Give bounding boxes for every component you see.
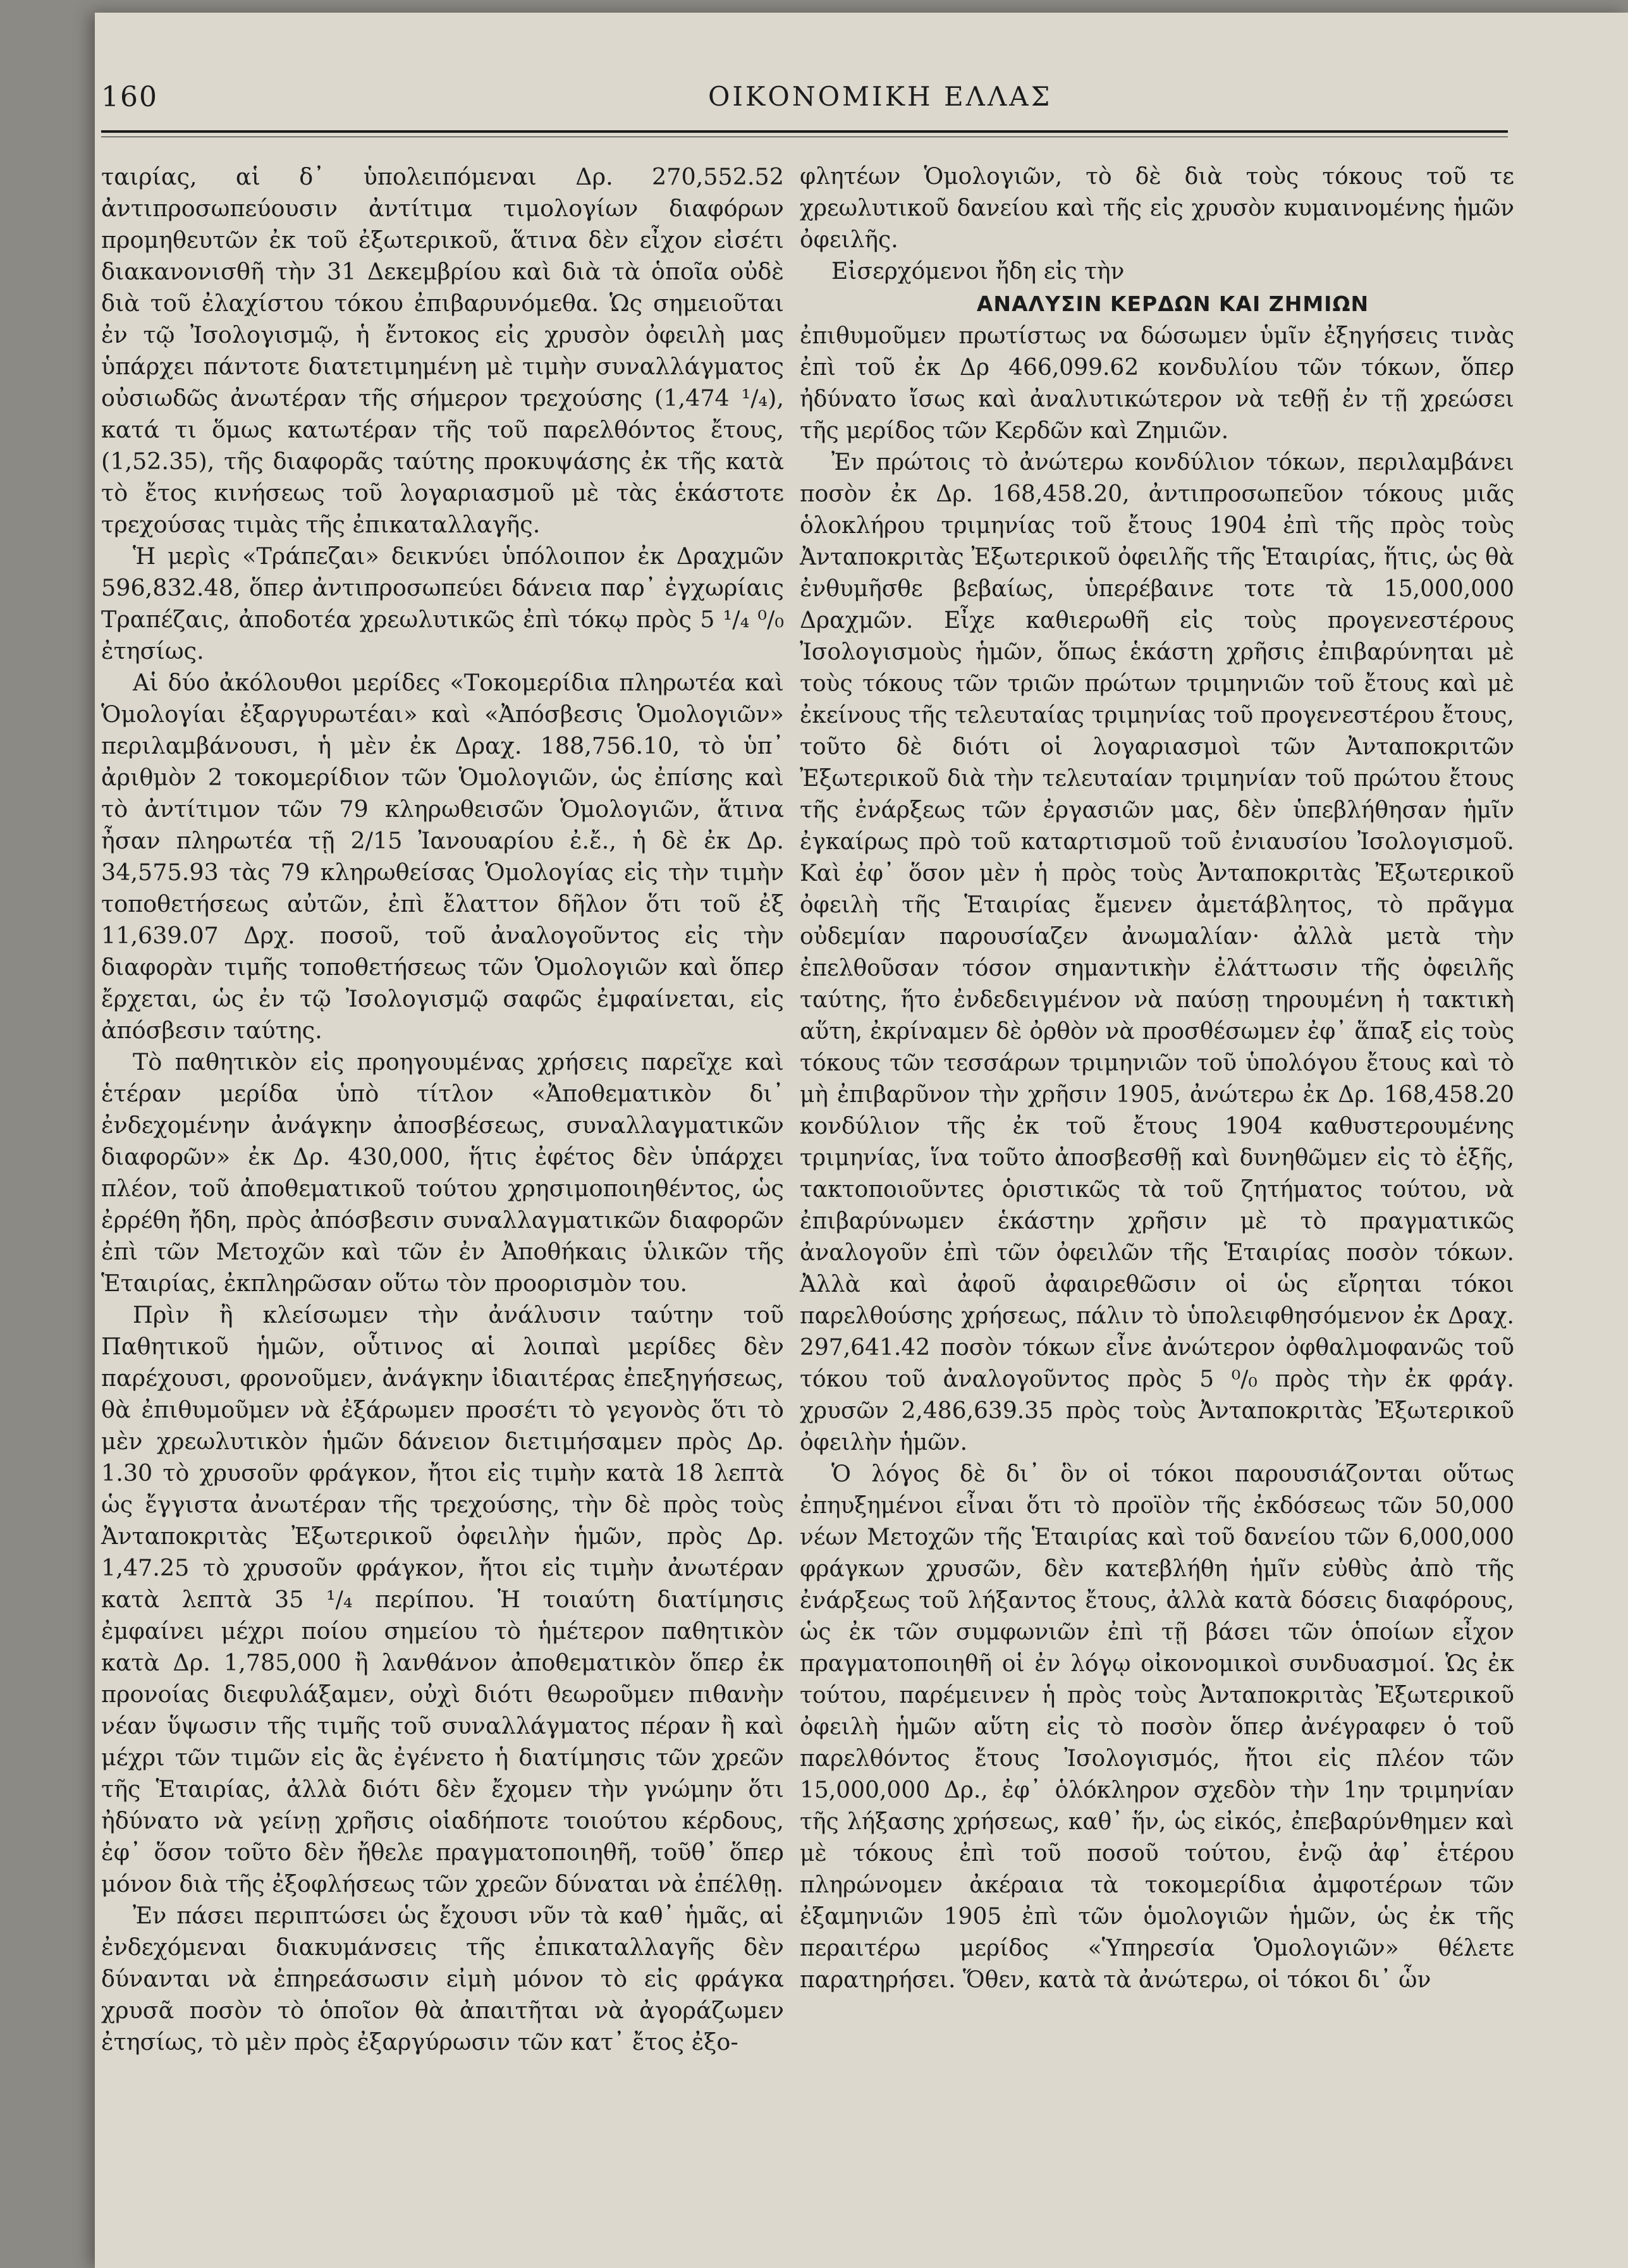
paragraph: ταιρίας, αἱ δ᾽ ὑπολειπόμεναι Δρ. 270,552.52 ἀντιπροσωπεύουσιν ἀντίτιμα τιμολογίων διαφόρων προμηθευτῶν ἐκ τοῦ ἐξωτερικοῦ, ἅτινα δὲν εἶχον εἰσέτι διακανονισθῆ τὴν 31 Δεκεμβρίου καὶ διὰ τὰ ὁποῖα οὐδὲ διὰ τοῦ ἐλαχίστου τόκου ἐπιβαρυνόμεθα. Ὡς σημειοῦται ἐν τῷ Ἰσολογισμῷ, ἡ ἔντοκος εἰς χρυσὸν ὀφειλὴ μας ὑπάρχει πάντοτε διατετιμημένη μὲ τιμὴν συναλλάγματος οὐσιωδῶς ἀνωτέραν τῆς σήμερον τρεχούσης (1,474 ¹/₄), κατά τι ὅμως κατωτέραν τῆς τοῦ παρελθόντος ἔτους, (1,52.35), τῆς διαφορᾶς ταύτης προκυψάσης ἐκ τῆς κατὰ τὸ ἔτος κινήσεως τοῦ λογαριασμοῦ μὲ τὰς ἑκάστοτε τρεχούσας τιμὰς τῆς ἐπικαταλλαγῆς. — [101, 163, 784, 538]
page-number: 160 — [101, 81, 158, 113]
page-header — [101, 81, 1492, 125]
running-title: ΟΙΚΟΝΟΜΙΚΗ ΕΛΛΑΣ — [708, 81, 1053, 112]
left-column — [101, 161, 784, 2058]
paragraph: Ὁ λόγος δὲ δι᾽ ὃν οἱ τόκοι παρουσιάζονται οὕτως ἐπηυξημένοι εἶναι ὅτι τὸ προϊὸν τῆς ἐκδόσεως τῶν 50,000 νέων Μετοχῶν τῆς Ἑταιρίας καὶ τοῦ δανείου τῶν 6,000,000 φράγκων χρυσῶν, δὲν κατεβλήθη ἡμῖν εὐθὺς ἀπὸ τῆς ἐνάρξεως τοῦ λήξαντος ἔτους, ἀλλὰ κατὰ δόσεις διαφόρους, ὡς ἐκ τῶν συμφωνιῶν ἐπὶ τῇ βάσει τῶν ὁποίων εἶχον πραγματοποιηθῆ οἱ ἐν λόγῳ οἰκονομικοὶ συνδυασμοί. Ὡς ἐκ τούτου, παρέμεινεν ἡ πρὸς τοὺς Ἀνταποκριτὰς Ἐξωτερικοῦ ὀφειλὴ ἡμῶν αὕτη εἰς τὸ ποσὸν ὅπερ ἀνέγραφεν ὁ τοῦ παρελθόντος ἔτους Ἰσολογισμός, ἤτοι εἰς πλέον τῶν 15,000,000 Δρ., ἐφ᾽ ὁλόκληρον σχεδὸν τὴν 1ην τριμηνίαν τῆς λήξασης χρήσεως, καθ᾽ ἥν, ὡς εἰκός, ἐπεβαρύνθημεν καὶ μὲ τόκους ἐπὶ τοῦ ποσοῦ τούτου, ἐνῷ ἀφ᾽ ἑτέρου πληρώνομεν ἀκέραια τὰ τοκομερίδια ἀμφοτέρων τῶν ἐξαμηνιῶν 1905 ἐπὶ τῶν ὁμολογιῶν ἡμῶν, ὡς ἐκ τῆς περαιτέρω μερίδος «Ὑπηρεσία Ὁμολογιῶν» θέλετε παρατηρήσει. Ὅθεν, κατὰ τὰ ἀνώτερω, οἱ τόκοι δι᾽ ὧν — [800, 1461, 1514, 1993]
paragraph: φλητέων Ὁμολογιῶν, τὸ δὲ διὰ τοὺς τόκους τοῦ τε χρεωλυτικοῦ δανείου καὶ τῆς εἰς χρυσὸν κυμαινομένης ἡμῶν ὀφειλῆς. — [800, 164, 1514, 253]
paragraph-lead-in: Εἰσερχόμενοι ἤδη εἰς τὴν — [831, 259, 1125, 285]
paragraph: Ἡ μερὶς «Τράπεζαι» δεικνύει ὑπόλοιπον ἐκ Δραχμῶν 596,832.48, ὅπερ ἀντιπροσωπεύει δάνεια παρ᾽ ἐγχωρίαις Τραπέζαις, ἀποδοτέα χρεωλυτικῶς ἐπὶ τόκῳ πρὸς 5 ¹/₄ ⁰/₀ ἐτησίως. — [101, 542, 784, 665]
paragraph: Ἐν πρώτοις τὸ ἀνώτερω κονδύλιον τόκων, περιλαμβάνει ποσὸν ἐκ Δρ. 168,458.20, ἀντιπροσωπεῦον τόκους μιᾶς ὁλοκλήρου τριμηνίας τοῦ ἔτους 1904 ἐπὶ τῆς πρὸς τοὺς Ἀνταποκριτὰς Ἐξωτερικοῦ ὀφειλῆς τῆς Ἑταιρίας, ἥτις, ὡς θὰ ἐνθυμῆσθε βεβαίως, ὑπερέβαινε τοτε τὰ 15,000,000 Δραχμῶν. Εἶχε καθιερωθῆ εἰς τοὺς προγενεστέρους Ἰσολογισμοὺς ἡμῶν, ὅπως ἑκάστη χρῆσις ἐπιβαρύνηται μὲ τοὺς τόκους τῶν τριῶν πρώτων τριμηνιῶν τοῦ ἔτους καὶ μὲ ἐκείνους τῆς τελευταίας τριμηνίας τοῦ προγενεστέρου ἔτους, τοῦτο δὲ διότι οἱ λογαριασμοὶ τῶν Ἀνταποκριτῶν Ἐξωτερικοῦ διὰ τὴν τελευταίαν τριμηνίαν τοῦ πρώτου ἔτους τῆς ἐνάρξεως τῶν ἐργασιῶν μας, δὲν ὑπεβλήθησαν ἡμῖν ἐγκαίρως πρὸ τοῦ καταρτισμοῦ τοῦ ἐνιαυσίου Ἰσολογισμοῦ. Καὶ ἐφ᾽ ὅσον μὲν ἡ πρὸς τοὺς Ἀνταποκριτὰς Ἐξωτερικοῦ ὀφειλὴ τῆς Ἑταιρίας ἔμενεν ἀμετάβλητος, τὸ πρᾶγμα οὐδεμίαν παρουσίαζεν ἀνωμαλίαν· ἀλλὰ μετὰ τὴν ἐπελθοῦσαν τόσον σημαντικὴν ἐλάττωσιν τῆς ὀφειλῆς ταύτης, ἥτο ἐνδεδειγμένον νὰ παύσῃ τηρουμένη ἡ τακτικὴ αὕτη, ἐκρίναμεν δὲ ὀρθὸν νὰ προσθέσωμεν ἐφ᾽ ἅπαξ εἰς τοὺς τόκους τῶν τεσσάρων τριμηνιῶν τοῦ ὑπολόγου ἔτους καὶ τὸ μὴ ἐπιβαρῦνον τὴν χρῆσιν 1905, ἀνώτερω ἐκ Δρ. 168,458.20 κονδύλιον τῆς ἐκ τοῦ ἔτους 1904 καθυστερουμένης τριμηνίας, ἵνα τοῦτο ἀποσβεσθῇ καὶ δυνηθῶμεν εἰς τὸ ἑξῆς, τακτοποιοῦντες ὁριστικῶς τὰ τοῦ ζητήματος τούτου, νὰ ἐπιβαρύνωμεν ἑκάστην χρῆσιν μὲ τὸ πραγματικῶς ἀναλογοῦν ἐπὶ τῶν ὀφειλῶν τῆς Ἑταιρίας ποσὸν τόκων. Ἀλλὰ καὶ ἀφοῦ ἀφαιρεθῶσιν οἱ ὡς εἴρηται τόκοι παρελθούσης χρήσεως, πάλιν τὸ ὑπολειφθησόμενον ἐκ Δραχ. 297,641.42 ποσὸν τόκων εἶνε ἀνώτερον ὀφθαλμοφανῶς τοῦ τόκου τοῦ ἀναλογοῦντος πρὸς 5 ⁰/₀ πρὸς τὴν ἐκ φράγ. χρυσῶν 2,486,639.35 πρὸς τοὺς Ἀνταποκριτὰς Ἐξωτερικοῦ ὀφειλὴν ἡμῶν. — [800, 450, 1514, 1456]
paragraph: ἐπιθυμοῦμεν πρωτίστως να δώσωμεν ὑμῖν ἐξηγήσεις τινὰς ἐπὶ τοῦ ἐκ Δρ 466,099.62 κονδυλίου τῶν τόκων, ὅπερ ἠδύνατο ἴσως καὶ ἀναλυτικώτερον νὰ τεθῇ ἐν τῇ χρεώσει τῆς μερίδος τῶν Κερδῶν καὶ Ζημιῶν. — [800, 323, 1514, 444]
paragraph: Πρὶν ἢ κλείσωμεν τὴν ἀνάλυσιν ταύτην τοῦ Παθητικοῦ ἡμῶν, οὗτινος αἱ λοιπαὶ μερίδες δὲν παρέχουσι, φρονοῦμεν, ἀνάγκην ἰδιαιτέρας ἐπεξηγήσεως, θὰ ἐπιθυμοῦμεν νὰ ἐξάρωμεν προσέτι τὸ γεγονὸς ὅτι τὸ μὲν χρεωλυτικὸν ἡμῶν δάνειον διετιμήσαμεν πρὸς Δρ. 1.30 τὸ χρυσοῦν φράγκον, ἤτοι εἰς τιμὴν κατὰ 18 λεπτὰ ὡς ἔγγιστα ἀνωτέραν τῆς τρεχούσης, τὴν δὲ πρὸς τοὺς Ἀνταποκριτὰς Ἐξωτερικοῦ ὀφειλὴν ἡμῶν, πρὸς Δρ. 1,47.25 τὸ χρυσοῦν φράγκον, ἤτοι εἰς τιμὴν ἀνωτέραν κατὰ λεπτὰ 35 ¹/₄ περίπου. Ἡ τοιαύτη διατίμησις ἐμφαίνει μέχρι ποίου σημείου τὸ ἡμέτερον παθητικὸν κατὰ Δρ. 1,785,000 ἢ λανθάνον ἀποθεματικὸν ὅπερ ἐκ προνοίας διεφυλάξαμεν, οὐχὶ διότι θεωροῦμεν πιθανὴν νέαν ὕψωσιν τῆς τιμῆς τοῦ συναλλάγματος πέραν ἢ καὶ μέχρι τῶν τιμῶν εἰς ἃς ἐγένετο ἡ διατίμησις τῶν χρεῶν τῆς Ἑταιρίας, ἀλλὰ διότι δὲν ἔχομεν τὴν γνώμην ὅτι ἠδύνατο νὰ γείνῃ χρῆσις οἱαδήποτε τοιούτου κέρδους, ἐφ᾽ ὅσον τοῦτο δὲν ἤθελε πραγματοποιηθῆ, τοῦθ᾽ ὅπερ μόνον διὰ τῆς ἐξοφλήσεως τῶν χρεῶν δύναται νὰ ἐπέλθῃ. — [101, 1301, 784, 1897]
header-rule — [101, 130, 1508, 133]
right-column — [800, 161, 1514, 1996]
section-heading: ΑΝΑΛΥΣΙΝ ΚΕΡΔΩΝ ΚΑΙ ΖΗΜΙΩΝ — [976, 291, 1369, 316]
paragraph: Τὸ παθητικὸν εἰς προηγουμένας χρήσεις παρεῖχε καὶ ἑτέραν μερίδα ὑπὸ τίτλον «Ἀποθεματικὸν δι᾽ ἐνδεχομένην ἀνάγκην ἀποσβέσεως, συναλλαγματικῶν διαφορῶν» ἐκ Δρ. 430,000, ἥτις ἐφέτος δὲν ὑπάρχει πλέον, τοῦ ἀποθεματικοῦ τούτου χρησιμοποιηθέντος, ὡς ἐρρέθη ἤδη, πρὸς ἀπόσβεσιν συναλλαγματικῶν διαφορῶν ἐπὶ τῶν Μετοχῶν καὶ τῶν ἐν Ἀποθήκαις ὑλικῶν τῆς Ἑταιρίας, ἐκπληρῶσαν οὕτω τὸν προορισμὸν του. — [101, 1048, 784, 1297]
paragraph: Ἐν πάσει περιπτώσει ὡς ἔχουσι νῦν τὰ καθ᾽ ἡμᾶς, αἱ ἐνδεχόμεναι διακυμάνσεις τῆς ἐπικαταλλαγῆς δὲν δύνανται νὰ ἐπηρεάσωσιν εἰμὴ μόνον τὸ εἰς φράγκα χρυσᾶ ποσὸν τὸ ὁποῖον θὰ ἀπαιτῆται νὰ ἀγοράζωμεν ἐτησίως, τὸ μὲν πρὸς ἐξαργύρωσιν τῶν κατ᾽ ἔτος ἐξο- — [101, 1902, 784, 2056]
paragraph: Αἱ δύο ἀκόλουθοι μερίδες «Τοκομερίδια πληρωτέα καὶ Ὁμολογίαι ἐξαργυρωτέαι» καὶ «Ἀπόσβεσις Ὁμολογιῶν» περιλαμβάνουσι, ἡ μὲν ἐκ Δραχ. 188,756.10, τὸ ὑπ᾽ ἀριθμὸν 2 τοκομερίδιον τῶν Ὁμολογιῶν, ὡς ἐπίσης καὶ τὸ ἀντίτιμον τῶν 79 κληρωθεισῶν Ὁμολογιῶν, ἅτινα ἦσαν πληρωτέα τῇ 2/15 Ἰανουαρίου ἐ.ἔ., ἡ δὲ ἐκ Δρ. 34,575.93 τὰς 79 κληρωθείσας Ὁμολογίας εἰς τὴν τιμὴν τοποθετήσεως αὐτῶν, ἐπὶ ἔλαττον δῆλον ὅτι τοῦ ἐξ 11,639.07 Δρχ. ποσοῦ, τοῦ ἀναλογοῦντος εἰς τὴν διαφορὰν τιμῆς τοποθετήσεως τῶν Ὁμολογιῶν καὶ ὅπερ ἔρχεται, ὡς ἐν τῷ Ἰσολογισμῷ σαφῶς ἐμφαίνεται, εἰς ἀπόσβεσιν ταύτης. — [101, 669, 784, 1044]
